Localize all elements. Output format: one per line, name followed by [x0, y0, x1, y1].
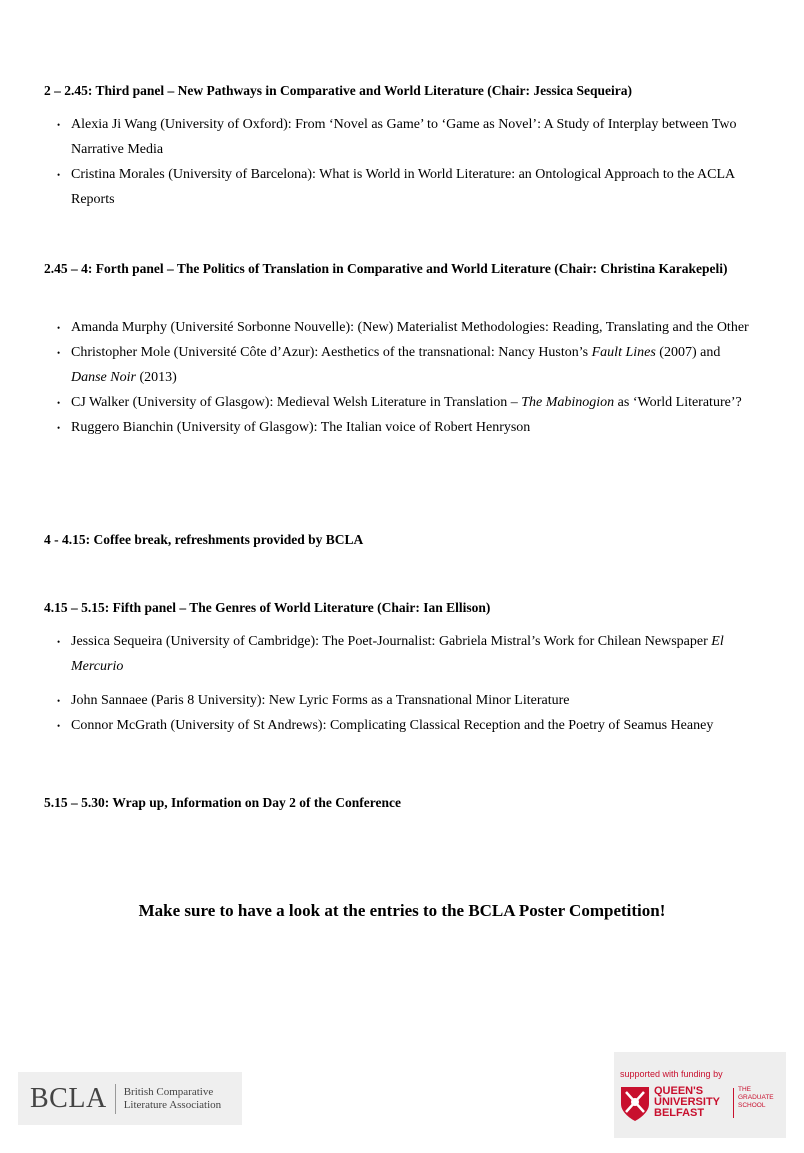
- qub-name-line: BELFAST: [654, 1107, 705, 1119]
- section-heading-wrap-up: 5.15 – 5.30: Wrap up, Information on Day 2 of the Conference: [44, 795, 401, 810]
- work-title: El Mercurio: [71, 634, 724, 674]
- bcla-logo-abbr: BCLA: [30, 1082, 107, 1114]
- section-heading-forth-panel: 2.45 – 4: Forth panel – The Politics of Translation in Comparative and World Literature (Chair: Christina Karakepeli): [44, 261, 728, 276]
- talk-list-forth-panel: [44, 315, 758, 440]
- school-line: THE: [738, 1086, 751, 1093]
- talk-text: (2013): [135, 370, 177, 385]
- funding-notice: supported with funding by: [620, 1069, 723, 1079]
- talk-text: (2007) and: [655, 345, 721, 360]
- bcla-name-line: British Comparative: [123, 1085, 214, 1098]
- section-heading-coffee-break: 4 - 4.15: Coffee break, refreshments provided by BCLA: [44, 532, 364, 547]
- qub-name-line: UNIVERSITY: [654, 1096, 721, 1108]
- qub-name: [654, 1086, 720, 1119]
- qub-shield-icon: [620, 1086, 650, 1122]
- talk-item: • Cristina Morales (University of Barcelona): What is World in World Literature: an Ontological Approach to the ACLA Reports: [44, 162, 758, 212]
- logo-divider: [115, 1084, 116, 1114]
- school-line: SCHOOL: [738, 1102, 766, 1109]
- talk-text: as ‘World Literature’?: [614, 395, 742, 410]
- bcla-name-line: Literature Association: [123, 1098, 222, 1111]
- talk-item: [44, 340, 758, 390]
- section-heading-fifth-panel: 4.15 – 5.15: Fifth panel – The Genres of World Literature (Chair: Ian Ellison): [44, 600, 491, 615]
- work-title: The Mabinogion: [521, 395, 615, 410]
- work-title: Fault Lines: [591, 345, 656, 360]
- talk-item: • Amanda Murphy (Université Sorbonne Nouvelle): (New) Materialist Methodologies: Reading, Translating and the Other: [44, 315, 758, 340]
- graduate-school-label: [738, 1086, 774, 1110]
- work-title: Danse Noir: [71, 370, 136, 385]
- poster-competition-callout: Make sure to have a look at the entries to the BCLA Poster Competition!: [138, 901, 666, 920]
- talk-item: • Connor McGrath (University of St Andrews): Complicating Classical Reception and the Poetry of Seamus Heaney: [44, 713, 758, 738]
- talk-text: Christopher Mole (Université Côte d’Azur): Aesthetics of the transnational: Nancy Huston’s: [71, 345, 592, 360]
- bcla-logo: [18, 1072, 242, 1125]
- talk-item: • Alexia Ji Wang (University of Oxford): From ‘Novel as Game’ to ‘Game as Novel’: A Study of Interplay between Two Narrative Media: [44, 112, 758, 162]
- bcla-logo-name: [124, 1086, 221, 1112]
- talk-item: [44, 390, 758, 415]
- talk-item: [44, 629, 758, 679]
- qub-name-line: QUEEN'S: [654, 1085, 704, 1097]
- school-line: GRADUATE: [738, 1094, 774, 1101]
- section-heading-third-panel: 2 – 2.45: Third panel – New Pathways in Comparative and World Literature (Chair: Jessica Sequeira): [44, 83, 632, 98]
- logo-divider: [733, 1088, 734, 1118]
- talk-item: • John Sannaee (Paris 8 University): New Lyric Forms as a Transnational Minor Literature: [44, 688, 758, 713]
- qub-funding-logo: [614, 1052, 786, 1138]
- talk-list-third-panel: [44, 112, 758, 212]
- talk-text: CJ Walker (University of Glasgow): Medieval Welsh Literature in Translation –: [71, 395, 522, 410]
- talk-text: Jessica Sequeira (University of Cambridge): The Poet-Journalist: Gabriela Mistral’s Work for Chilean Newspaper: [71, 634, 712, 649]
- talk-item: • Ruggero Bianchin (University of Glasgow): The Italian voice of Robert Henryson: [44, 415, 758, 440]
- talk-list-fifth-panel: [44, 629, 758, 738]
